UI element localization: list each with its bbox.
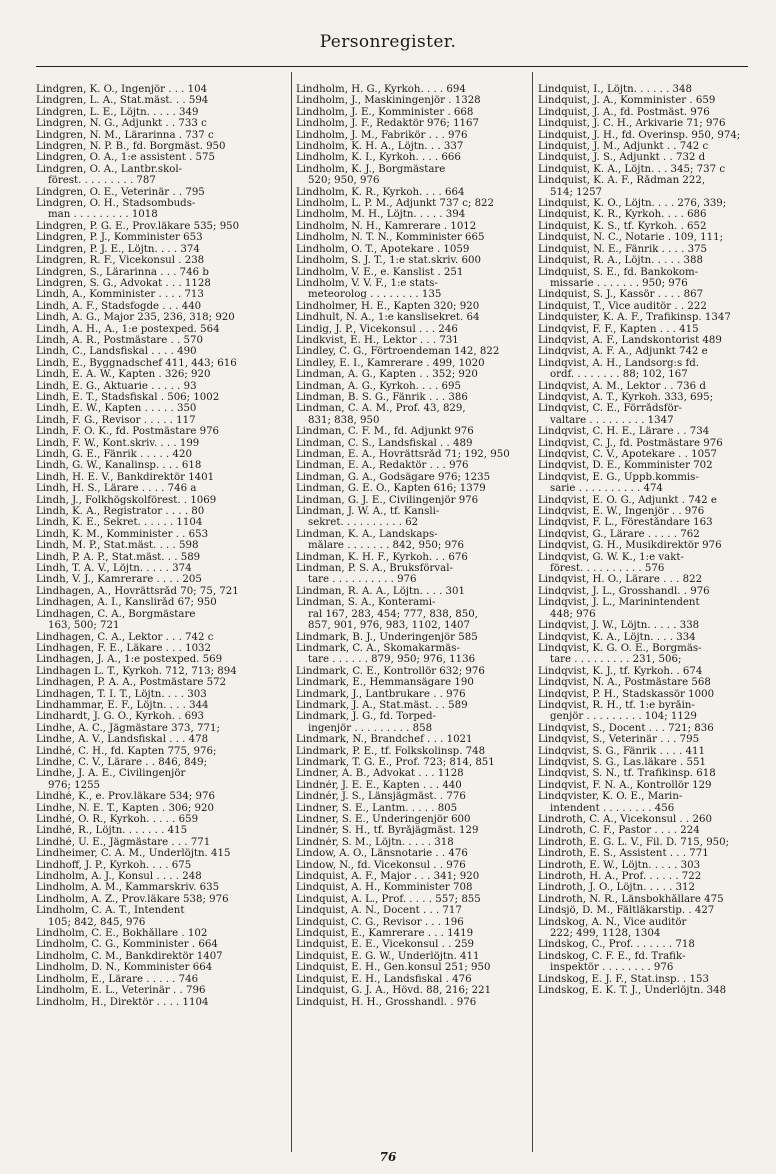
register-entry: Lindquist, S. E., fd. Bankokom- [538, 266, 699, 278]
register-entry: Lindnér, S. M., Löjtn. . . . . 318 [296, 836, 454, 848]
register-entry: Lindh, A., Komminister . . . . 713 [36, 289, 204, 301]
register-entry: Lindquist, K. A., Löjtn. . . 345; 737 c [538, 163, 726, 175]
register-entry: Lindqvist, R. H., tf. 1:e byråin- [538, 699, 695, 711]
register-entry: Lindquist, T., Vice auditör . . 222 [538, 300, 707, 312]
register-entry: Lindow, A. O., Länsnotarie . . 476 [296, 848, 468, 860]
register-entry: Lindmark, N., Brandchef . . . 1021 [296, 734, 473, 746]
register-entry: 520; 950, 976 [308, 175, 380, 187]
register-entry: Lindquist, E. H., Landsfiskal . 476 [296, 973, 472, 985]
register-entry: tare . . . . . . . . . 231, 506; [550, 654, 682, 666]
register-entry: Lindmark, J. G., fd. Torped- [296, 711, 436, 723]
register-entry: Lindh, T. A. V., Löjtn. . . . . 374 [36, 563, 192, 575]
register-entry: Lindman, C. F. M., fd. Adjunkt 976 [296, 426, 474, 438]
register-entry: Lindholm, V. E., e. Kanslist . 251 [296, 266, 464, 278]
register-entry: Lindman, A. G., Kapten . . 352; 920 [296, 369, 478, 381]
register-entry: Lindgren, N. G., Adjunkt . . 733 c [36, 118, 207, 130]
register-entry: Lindgren, N. P. B., fd. Borgmäst. 950 [36, 141, 226, 153]
register-entry: Lindh, M. P., Stat.mäst. . . . 598 [36, 540, 199, 552]
register-entry: Lindman, E. A., Hovrättsråd 71; 192, 950 [296, 449, 510, 460]
register-entry: man . . . . . . . . . 1018 [48, 209, 158, 221]
register-entry: Lindquist, N. E., Fänrik . . . . 375 [538, 243, 708, 255]
register-entry: Lindhagen, P. A. A., Postmästare 572 [36, 677, 227, 689]
register-entry: Lindquist, K. S., tf. Kyrkoh. . 652 [538, 220, 707, 232]
register-entry: Lindhe, J. A. E., Civilingenjör [36, 768, 186, 780]
register-entry: Lindheimer, C. A. M., Underlöjtn. 415 [36, 848, 231, 860]
register-entry: Lindqvist, C. E., Förrådsför- [538, 403, 682, 415]
register-entry: Lindhe, C. V., Lärare . . 846, 849; [36, 756, 208, 768]
register-entry: Lindholm, N. H., Kamrerare . 1012 [296, 220, 477, 232]
register-entry: Lindh, E., Byggnadschef 411, 443; 616 [36, 357, 237, 369]
register-entry: valtare . . . . . . . . . 1347 [550, 414, 674, 426]
register-entry: Lindman, K. A., Landskaps- [296, 528, 438, 540]
register-entry: Lindquist, K. A. F., Rådman 222, [538, 175, 706, 187]
register-entry: Lindqvist, A. M., Lektor . . 736 d [538, 380, 706, 392]
register-entry: Lindley, E. I., Kamrerare . 499, 1020 [296, 357, 485, 369]
register-entry: Lindgren, P. G. E., Prov.läkare 535; 950 [36, 220, 240, 232]
register-entry: Lindquist, H. H., Grosshandl. . 976 [296, 996, 477, 1008]
register-entry: Lindholm, J. M., Fabrikör . . . 976 [296, 129, 468, 141]
register-entry: Lindh, V. J., Kamrerare . . . . 205 [36, 574, 202, 586]
register-entry: 448; 976 [550, 608, 596, 620]
register-entry: Lindqvist, G. H., Musikdirektör 976 [538, 540, 722, 552]
register-entry: Lindqvist, J. L., Marinintendent [538, 597, 700, 609]
register-entry: Lindgren, O. H., Stadsombuds- [36, 198, 196, 210]
register-entry: Lindqvist, E. G., Uppb.kommis- [538, 471, 699, 483]
register-entry: Lindh, F. G., Revisor . . . . . 117 [36, 414, 196, 426]
register-entry: Lindroth, C. A., Vicekonsul . . 260 [538, 814, 712, 825]
register-entry: Lindnér, J. E. E., Kapten . . . 440 [296, 779, 462, 791]
register-entry: Lindquist, G. J. A., Hövd. 88, 216; 221 [296, 985, 492, 997]
register-entry: Lindh, E. G., Aktuarie . . . . . 93 [36, 380, 197, 392]
register-entry: Lindqvist, A. H., Landsorg:s fd. [538, 357, 699, 369]
register-entry: Lindquist, C. G., Revisor . . . 196 [296, 916, 464, 928]
register-entry: Lindhe, A. V., Landsfiskal . . . 478 [36, 734, 209, 746]
register-entry: Lindquist, E. G. W., Underlöjtn. 411 [296, 950, 480, 962]
register-entry: Lindroth, E. W., Löjtn. . . . . 303 [538, 859, 701, 871]
register-entry: Lindqvist, F. F., Kapten . . . 415 [538, 323, 699, 335]
register-entry: Lindner, S. E., Underingenjör 600 [296, 814, 471, 825]
register-entry: Lindgren, S. G., Advokat . . . 1128 [36, 277, 211, 289]
register-entry: Lindqvist, P. H., Stadskassör 1000 [538, 688, 715, 700]
register-entry: Lindhagen, C. A., Borgmästare [36, 608, 196, 620]
register-entry: Lindholm, K. H. A., Löjtn. . . 337 [296, 141, 464, 153]
register-entry: Lindquist, J. H., fd. Överinsp. 950, 974; [538, 129, 741, 141]
register-entry: Lindman, C. A. M., Prof. 43, 829, [296, 403, 466, 415]
register-entry: intendent . . . . . . . . 456 [550, 802, 675, 814]
register-entry: Lindqvist, C. J., fd. Postmästare 976 [538, 437, 723, 449]
register-entry: Lindqvist, F. L., Föreståndare 163 [538, 517, 713, 529]
register-entry: Lindquist, J. S., Adjunkt . . 732 d [538, 152, 706, 164]
header-rule [36, 66, 748, 67]
register-entry: Lindh, A. R., Postmästare . . 570 [36, 334, 203, 346]
register-entry: Lindmark, P. E., tf. Folkskolinsp. 748 [296, 745, 486, 757]
register-entry: Lindh, J., Folkhögskolförest. . 1069 [36, 494, 217, 506]
register-entry: Lindholm, A. J., Konsul . . . . 248 [36, 871, 202, 883]
register-entry: Lindquist, A. L., Prof. . . . . 557; 855 [296, 893, 481, 905]
register-entry: Lindquist, E. H., Gen.konsul 251; 950 [296, 962, 491, 974]
register-entry: Lindhult, N. A., 1:e kanslisekret. 64 [296, 312, 480, 324]
register-entry: Lindh, E. W., Kapten . . . . . 350 [36, 403, 197, 415]
register-entry: Lindquist, N. C., Notarie . 109, 111; [538, 232, 724, 244]
register-entry: Lindman, C. S., Landsfiskal . . 489 [296, 437, 473, 449]
register-entry: Lindman, P. S. A., Bruksförval- [296, 563, 453, 575]
register-entry: Lindhe, A. C., Jägmästare 373, 771; [36, 722, 220, 734]
register-column-3 [538, 84, 776, 997]
register-entry: Lindman, A. G., Kyrkoh. . . . 695 [296, 380, 462, 392]
register-entry: 163, 500; 721 [48, 620, 120, 632]
register-entry: Lindh, A. G., Major 235, 236, 318; 920 [36, 312, 235, 324]
register-entry: målare . . . . . . . 842, 950; 976 [308, 540, 465, 552]
register-entry: Lindholm, K. R., Kyrkoh. . . . 664 [296, 186, 465, 198]
register-entry: Lindqvist, K. G. O. E., Borgmäs- [538, 642, 702, 654]
register-entry: Lindhe, N. E. T., Kapten . 306; 920 [36, 802, 215, 814]
register-entry: Lindholm, C. A. T., Intendent [36, 905, 185, 917]
register-entry: Lindqvist, A. F., Landskontorist 489 [538, 334, 722, 346]
register-entry: Lindgren, K. O., Ingenjör . . . 104 [36, 84, 208, 95]
register-entry: Lindqvist, F. N. A., Kontrollör 129 [538, 779, 712, 791]
register-entry: Lindmark, E., Hemmansägare 190 [296, 677, 474, 689]
register-entry: Lindqvist, J. W., Löjtn. . . . . 338 [538, 620, 700, 632]
register-entry: tare . . . . . . . . . . 976 [308, 574, 417, 586]
register-entry: Lindskog, C., Prof. . . . . . . 718 [538, 939, 695, 951]
register-entry: Lindh, K. E., Sekret. . . . . . 1104 [36, 517, 203, 529]
register-entry: Lindhammar, E. F., Löjtn. . . . 344 [36, 699, 209, 711]
register-entry: Lindholm, M. H., Löjtn. . . . . 394 [296, 209, 466, 221]
register-entry: Lindhé, C. H., fd. Kapten 775, 976; [36, 745, 217, 757]
register-entry: Lindhagen, A. I., Kansliråd 67; 950 [36, 597, 217, 609]
register-entry: Lindman, S. A., Konterami- [296, 597, 436, 609]
register-entry: meteorolog . . . . . . . . 135 [308, 289, 442, 301]
register-column-1 [36, 84, 274, 1008]
register-entry: Lindquist, I., Löjtn. . . . . . 348 [538, 84, 693, 95]
register-entry: Lindquist, A. F., Major . . . 341; 920 [296, 871, 480, 883]
register-entry: Lindmark, C. E., Kontrollör 632; 976 [296, 665, 485, 677]
register-entry: ingenjör . . . . . . . . . 858 [308, 722, 433, 734]
register-entry: Lindholm, S. J. T., 1:e stat.skriv. 600 [296, 255, 481, 267]
register-entry: Lindman, G. E. O., Kapten 616; 1379 [296, 483, 486, 495]
register-entry: Lindgren, O. A., 1:e assistent . 575 [36, 152, 216, 164]
register-entry: Lindholm, N. T. N., Komminister 665 [296, 232, 485, 244]
register-entry: Lindqvist, G. W. K., 1:e vakt- [538, 551, 684, 563]
register-entry: Lindh, H. S., Lärare . . . . 746 a [36, 483, 197, 495]
register-entry: Lindholm, K. I., Kyrkoh. . . . 666 [296, 152, 461, 164]
register-entry: Lindqvist, C. V., Apotekare . . 1057 [538, 449, 718, 460]
register-column-2 [296, 84, 534, 1008]
register-entry: Lindhardt, J. G. O., Kyrkoh. . 693 [36, 711, 205, 723]
register-entry: Lindhagen, T. I. T., Löjtn. . . . 303 [36, 688, 207, 700]
register-entry: förest. . . . . . . . . 787 [48, 175, 156, 187]
register-entry: missarie . . . . . . . 950; 976 [550, 277, 688, 289]
register-entry: Lindh, H. E. V., Bankdirektör 1401 [36, 471, 215, 483]
register-entry: Lindqvist, A. F. A., Adjunkt 742 e [538, 346, 708, 358]
register-entry: Lindskog, E. K. T. J., Underlöjtn. 348 [538, 985, 727, 997]
register-entry: Lindh, K. A., Registrator . . . . 80 [36, 506, 205, 518]
register-entry: Lindmark, J., Lantbrukare . . 976 [296, 688, 466, 700]
register-entry: Lindquist, E. E., Vicekonsul . . 259 [296, 939, 475, 951]
register-entry: Lindholm, O. T., Apotekare . 1059 [296, 243, 470, 255]
register-entry: Lindholm, C. M., Bankdirektör 1407 [36, 950, 223, 962]
register-entry: Lindh, P. A. P., Stat.mäst. . . 589 [36, 551, 201, 563]
register-entry: sekret. . . . . . . . . . 62 [308, 517, 419, 529]
register-entry: Lindman, G. A., Godsägare 976; 1235 [296, 471, 491, 483]
register-entry: Lindhagen, F. E., Läkare . . . 1032 [36, 642, 212, 654]
register-entry: Lindholm, V. V. F., 1:e stats- [296, 277, 438, 289]
register-entry: Lindskog, C. F. E., fd. Trafik- [538, 950, 686, 962]
register-entry: Lindman, K. H. F., Kyrkoh. . . 676 [296, 551, 468, 563]
register-entry: Lindquist, K. O., Löjtn. . . . 276, 339; [538, 198, 727, 210]
register-entry: Lindh, E. A. W., Kapten . 326; 920 [36, 369, 211, 381]
register-entry: Lindqvist, G., Lärare . . . . . 762 [538, 528, 700, 540]
register-entry: Lindqvist, E. O. G., Adjunkt . 742 e [538, 494, 717, 506]
register-entry: Lindqvist, S. G., Fänrik . . . . 411 [538, 745, 705, 757]
register-entry: Lindroth, N. R., Länsbokhållare 475 [538, 893, 724, 905]
register-entry: Lindgren, L. A., Stat.mäst. . . 594 [36, 95, 209, 107]
register-entry: Lindholm, A. M., Kammarskriv. 635 [36, 882, 220, 894]
register-entry: Lindqvist, D. E., Komminister 702 [538, 460, 713, 472]
register-entry: Lindh, F. W., Kont.skriv. . . . 199 [36, 437, 200, 449]
register-entry: Lindman, B. S. G., Fänrik . . . 386 [296, 391, 468, 403]
register-entry: Lindhé, R., Löjtn. . . . . . . 415 [36, 825, 188, 837]
register-entry: Lindqvist, S. N., tf. Trafikinsp. 618 [538, 768, 716, 780]
register-entry: 857, 901, 976, 983, 1102, 1407 [308, 620, 471, 632]
register-entry: Lindhé, U. E., Jägmästare . . . 771 [36, 836, 211, 848]
register-entry: Lindquist, K. R., Kyrkoh. . . . 686 [538, 209, 707, 221]
register-entry: Lindholm, J. F., Redaktör 976; 1167 [296, 118, 480, 130]
register-entry: Lindh, G. W., Kanalinsp. . . . 618 [36, 460, 202, 472]
register-entry: Lindman, G. J. E., Civilingenjör 976 [296, 494, 479, 506]
register-entry: Lindley, C. G., Förtroendeman 142, 822 [296, 346, 500, 358]
register-entry: 976; 1255 [48, 779, 101, 791]
register-entry: Lindquist, J. C. H., Arkivarie 71; 976 [538, 118, 726, 130]
register-entry: Lindhé, O. R., Kyrkoh. . . . . 659 [36, 814, 199, 825]
register-entry: Lindqvist, E. W., Ingenjör . . 976 [538, 506, 705, 518]
register-entry: 831; 838, 950 [308, 414, 380, 426]
register-entry: Lindqvist, K. A., Löjtn. . . . 334 [538, 631, 696, 643]
register-entry: Lindman, R. A. A., Löjtn. . . . 301 [296, 585, 465, 597]
register-entry: Lindh, C., Landsfiskal . . . . 490 [36, 346, 197, 358]
register-entry: tare . . . . . . 879, 950; 976, 1136 [308, 654, 476, 666]
register-entry: Lindqvist, S., Docent . . . 721; 836 [538, 722, 714, 734]
register-entry: genjör . . . . . . . . . 104; 1129 [550, 711, 697, 723]
register-entry: Lindqvist, J. L., Grosshandl. . 976 [538, 585, 710, 597]
register-entry: Lindholm, H., Direktör . . . . 1104 [36, 996, 209, 1008]
register-entry: Lindholm, J. E., Komminister . 668 [296, 106, 474, 118]
register-entry: 105; 842, 845, 976 [48, 916, 146, 928]
register-entry: Lindgren, N. M., Lärarinna . 737 c [36, 129, 214, 141]
register-entry: Lindgren, P. J., Komminister 653 [36, 232, 203, 244]
register-entry: Lindquist, A. H., Komminister 708 [296, 882, 473, 894]
register-entry: Lindquist, R. A., Löjtn. . . . . 388 [538, 255, 704, 267]
register-entry: Lindh, A. H., A., 1:e postexped. 564 [36, 323, 220, 335]
register-entry: Lindgren, O. E., Veterinär . . 795 [36, 186, 205, 198]
register-entry: förest. . . . . . . . . . 576 [550, 563, 665, 575]
register-entry: Lindman, J. W. A., tf. Kansli- [296, 506, 440, 518]
register-entry: Lindholm, C. E., Bokhållare . 102 [36, 928, 208, 940]
register-entry: Lindholm, A. Z., Prov.läkare 538; 976 [36, 893, 229, 905]
register-entry: inspektör . . . . . . . . 976 [550, 962, 674, 974]
register-entry: Lindhagen, A., Hovrättsråd 70; 75, 721 [36, 585, 239, 597]
register-entry: 514; 1257 [550, 186, 603, 198]
register-entry: Lindqvister, K. O. E., Marin- [538, 791, 683, 803]
register-entry: Lindh, A. F., Stadsfogde . . . 440 [36, 300, 202, 312]
register-entry: Lindroth, E. S., Assistent . . . 771 [538, 848, 709, 860]
register-entry: Lindholm, D. N., Komminister 664 [36, 962, 213, 974]
register-entry: Lindmark, C. A., Skomakarmäs- [296, 642, 460, 654]
page-number: 76 [379, 1150, 397, 1164]
register-entry: Lindholm, C. G., Komminister . 664 [36, 939, 218, 951]
register-entry: Lindholm, E. L., Veterinär . . 796 [36, 985, 206, 997]
register-entry: Lindholmer, H. E., Kapten 320; 920 [296, 300, 480, 312]
page-title: Personregister. [319, 32, 457, 52]
register-entry: Lindholm, E., Lärare . . . . . 746 [36, 973, 199, 985]
register-entry: Lindnér, J. S., Länsjägmäst. . 776 [296, 791, 466, 803]
register-entry: ral 167, 283, 454; 777, 838, 850, [308, 608, 478, 620]
register-entry: Lindh, F. O. K., fd. Postmästare 976 [36, 426, 220, 438]
register-entry: Lindholm, L. P. M., Adjunkt 737 c; 822 [296, 198, 495, 210]
register-entry: sarie . . . . . . . . . . 474 [550, 483, 663, 495]
register-entry: Lindgren, O. A., Lantbr.skol- [36, 163, 183, 175]
register-entry: Lindqvist, H. O., Lärare . . . 822 [538, 574, 703, 586]
register-entry: Lindholm, K. J., Borgmästare [296, 163, 446, 175]
register-entry: Lindman, E. A., Redaktör . . . 976 [296, 460, 469, 472]
register-entry: Lindquist, E., Kamrerare . . . 1419 [296, 928, 474, 940]
register-entry: Lindqvist, A. T., Kyrkoh. 333, 695; [538, 391, 714, 403]
register-entry: 222; 499, 1128, 1304 [550, 928, 661, 940]
register-entry: Lindner, S. E., Lantm. . . . . 805 [296, 802, 458, 814]
register-entry: Lindgren, P. J. E., Löjtn. . . . 374 [36, 243, 200, 255]
register-entry: Lindhagen L. T., Kyrkoh. 712, 713; 894 [36, 665, 237, 677]
register-entry: ordf. . . . . . . . 88; 102, 167 [550, 369, 688, 381]
register-entry: Lindqvist, S. G., Las.läkare . 551 [538, 756, 706, 768]
register-entry: Lindquist, J. A., fd. Postmäst. 976 [538, 106, 710, 118]
register-entry: Lindquist, J. M., Adjunkt . . 742 c [538, 141, 709, 153]
register-entry: Lindskog, E. J. F., Stat.insp. . 153 [538, 973, 709, 985]
register-entry: Lindqvist, K. J., tf. Kyrkoh. . 674 [538, 665, 703, 677]
register-entry: Lindmark, J. A., Stat.mäst. . . 589 [296, 699, 468, 711]
register-entry: Lindquist, A. N., Docent . . . 717 [296, 905, 462, 917]
register-entry: Lindhagen, J. A., 1:e postexped. 569 [36, 654, 223, 666]
register-entry: Lindgren, R. F., Vicekonsul . 238 [36, 255, 205, 267]
register-entry: Lindholm, J., Maskiningenjör . 1328 [296, 95, 481, 107]
register-entry: Lindskog, A. N., Vice auditör [538, 916, 687, 928]
register-entry: Lindqvist, C. H. E., Lärare . . 734 [538, 426, 710, 438]
register-entry: Lindroth, H. A., Prof. . . . . . 722 [538, 871, 702, 883]
register-entry: Lindmark, T. G. E., Prof. 723; 814, 851 [296, 756, 495, 768]
register-entry: Lindqvist, S., Veterinär . . . 795 [538, 734, 700, 746]
register-entry: Lindig, J. P., Vicekonsul . . . 246 [296, 323, 458, 335]
register-entry: Lindgren, L. E., Löjtn. . . . . 349 [36, 106, 199, 118]
register-entry: Lindhé, K., e. Prov.läkare 534; 976 [36, 791, 215, 803]
register-entry: Lindnér, S. H., tf. Byråjägmäst. 129 [296, 825, 479, 837]
register-entry: Lindh, K. M., Komminister . . 653 [36, 528, 209, 540]
register-entry: Lindquist, J. A., Komminister . 659 [538, 95, 716, 107]
register-entry: Lindner, A. B., Advokat . . . 1128 [296, 768, 464, 780]
register-entry: Lindroth, J. O., Löjtn. . . . . 312 [538, 882, 696, 894]
register-entry: Lindquister, K. A. F., Trafikinsp. 1347 [538, 312, 731, 324]
register-entry: Lindroth, C. F., Pastor . . . . 224 [538, 825, 700, 837]
register-entry: Lindroth, E. G. L. V., Fil. D. 715, 950; [538, 836, 730, 848]
register-entry: Lindmark, B. J., Underingenjör 585 [296, 631, 478, 643]
register-entry: Lindhagen, C. A., Lektor . . . 742 c [36, 631, 214, 643]
register-entry: Lindh, G. E., Fänrik . . . . . 420 [36, 449, 192, 460]
column-divider-1 [291, 72, 292, 1152]
register-entry: Lindsjö, D. M., Fältläkarstip. . 427 [538, 905, 715, 917]
register-entry: Lindkvist, E. H., Lektor . . . 731 [296, 334, 459, 346]
register-entry: Lindgren, S., Lärarinna . . . 746 b [36, 266, 209, 278]
register-entry: Lindhoff, J. P., Kyrkoh. . . . 675 [36, 859, 192, 871]
register-entry: Lindow, N., fd. Vicekonsul . . 976 [296, 859, 466, 871]
register-entry: Lindqvist, N. A., Postmästare 568 [538, 677, 711, 689]
register-entry: Lindh, E. T., Stadsfiskal . 506; 1002 [36, 391, 220, 403]
register-entry: Lindholm, H. G., Kyrkoh. . . . 694 [296, 84, 466, 95]
register-entry: Lindquist, S. J., Kassör . . . . 867 [538, 289, 704, 301]
